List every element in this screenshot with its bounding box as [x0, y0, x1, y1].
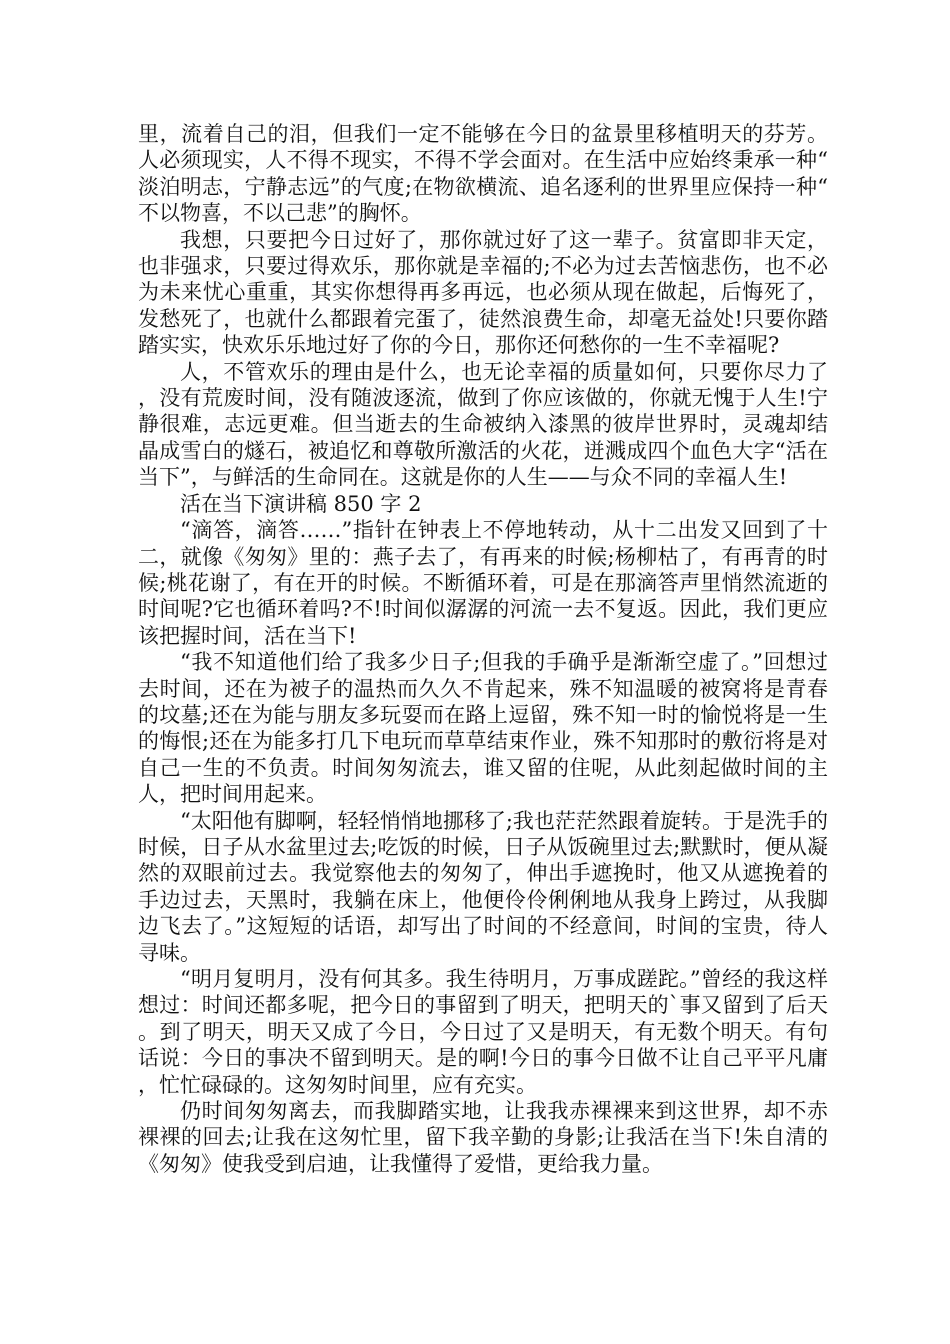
paragraph-1: 里，流着自己的泪，但我们一定不能够在今日的盆景里移植明天的芬芳。人必须现实，人不得不现实，不得不学会面对。在生活中应始终秉承一种“淡泊明志，宁静志远”的气度;在物欲横流、追名逐利的世界里应保持一种“不以物喜，不以己悲”的胸怀。 [138, 122, 828, 226]
paragraph-4: “滴答，滴答……”指针在钟表上不停地转动，从十二出发又回到了十二，就像《匆匆》里的：燕子去了，有再来的时候;杨柳枯了，有再青的时候;桃花谢了，有在开的时候。不断循环着，可是在那滴答声里悄然流逝的时间呢?它也循环着吗?不!时间似潺潺的河流一去不复返。因此，我们更应该把握时间，活在当下! [138, 518, 828, 648]
section-heading: 活在当下演讲稿 850 字 2 [180, 491, 422, 516]
paragraph-7: “明月复明月，没有何其多。我生待明月，万事成蹉跎。”曾经的我这样想过：时间还都多呢，把今日的事留到了明天，把明天的`事又留到了后天。到了明天，明天又成了今日，今日过了又是明天，有无数个明天。有句话说：今日的事决不留到明天。是的啊!今日的事今日做不让自己平平凡庸，忙忙碌碌的。这匆匆时间里，应有充实。 [138, 967, 828, 1097]
paragraph-5: “我不知道他们给了我多少日子;但我的手确乎是渐渐空虚了。”回想过去时间，还在为被子的温热而久久不肯起来，殊不知温暖的被窝将是青春的坟墓;还在为能与朋友多玩耍而在路上逗留，殊不知一时的愉悦将是一生的悔恨;还在为能多打几下电玩而草草结束作业，殊不知那时的敷衍将是对自己一生的不负责。时间匆匆流去，谁又留的住呢，从此刻起做时间的主人，把时间用起来。 [138, 650, 828, 807]
paragraph-8: 仍时间匆匆离去，而我脚踏实地，让我我赤裸裸来到这世界，却不赤裸裸的回去;让我在这匆忙里，留下我辛勤的身影;让我活在当下!朱自清的《匆匆》使我受到启迪，让我懂得了爱惜，更给我力量。 [138, 1099, 828, 1176]
paragraph-6: “太阳他有脚啊，轻轻悄悄地挪移了;我也茫茫然跟着旋转。于是洗手的时候，日子从水盆里过去;吃饭的时候，日子从饭碗里过去;默默时，便从凝然的双眼前过去。我觉察他去的匆匆了，伸出手遮挽时，他又从遮挽着的手边过去，天黑时，我躺在床上，他便伶伶俐俐地从我身上跨过，从我脚边飞去了。”这短短的话语，却写出了时间的不经意间，时间的宝贵，待人寻味。 [138, 808, 828, 965]
paragraph-3: 人，不管欢乐的理由是什么，也无论幸福的质量如何，只要你尽力了，没有荒废时间，没有随波逐流，做到了你应该做的，你就无愧于人生!宁静很难，志远更难。但当逝去的生命被纳入漆黑的彼岸世界时，灵魂却结晶成雪白的燧石，被追忆和尊敬所激活的火花，迸溅成四个血色大字“活在当下”，与鲜活的生命同在。这就是你的人生——与众不同的幸福人生! [138, 359, 828, 490]
document-body [138, 121, 828, 1177]
paragraph-2: 我想，只要把今日过好了，那你就过好了这一辈子。贫富即非天定，也非强求，只要过得欢乐，那你就是幸福的;不必为过去苦恼悲伤，也不必为未来忧心重重，其实你想得再多再远，也必须从现在做起，后悔死了，发愁死了，也就什么都跟着完蛋了，徒然浪费生命，却毫无益处!只要你踏踏实实，快欢乐乐地过好了你的今日，那你还何愁你的一生不幸福呢? [138, 227, 828, 358]
